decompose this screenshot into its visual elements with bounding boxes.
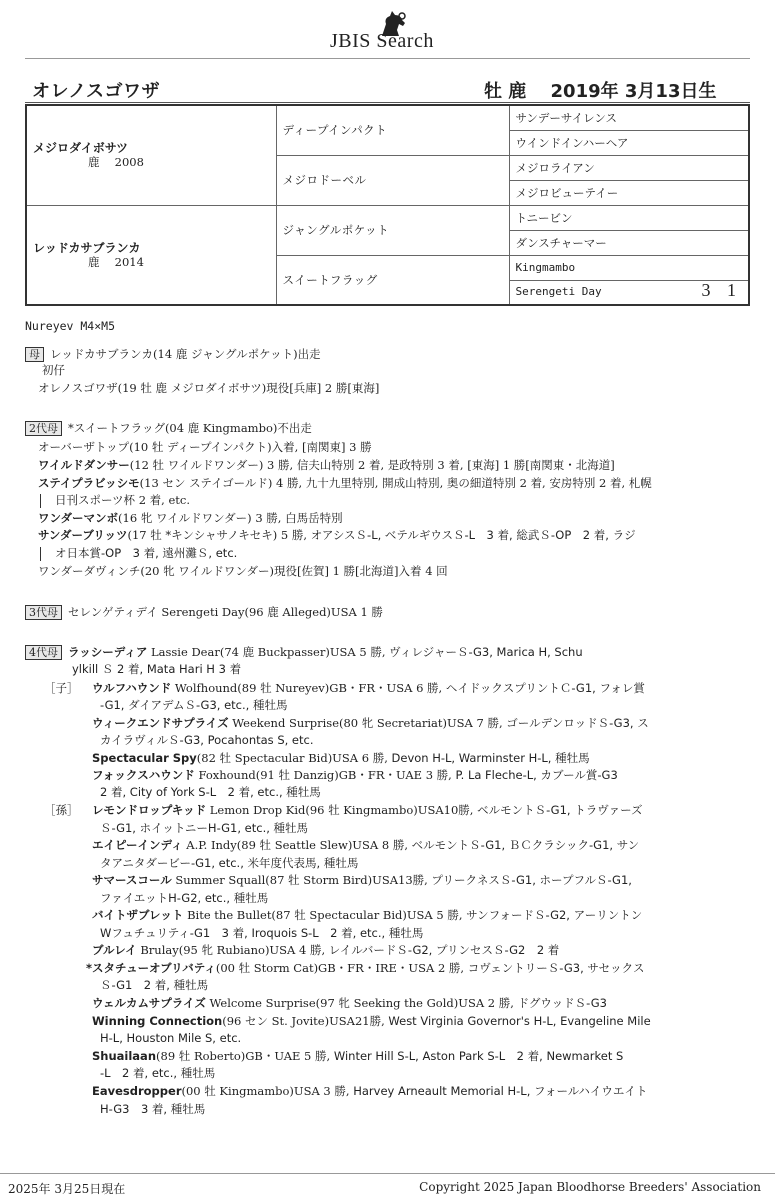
ssd-cell[interactable]: ウインドインハーヘア	[509, 130, 749, 155]
dam-offspring: オレノスゴワザ(19 牡 鹿 メジロダイボサツ)現役[兵庫] 2 勝[東海]	[38, 381, 380, 395]
descendant-cont: -L 2 着, etc., 種牡馬	[100, 1066, 216, 1080]
descendant-cont: H-G3 3 着, 種牡馬	[100, 1102, 206, 1116]
descendant-cont: Ｓ-G1 2 着, 種牡馬	[100, 978, 209, 992]
sire-detail: 鹿 2008	[88, 155, 144, 170]
grandchild-tag: ［孫］	[44, 803, 79, 817]
descendant-item: ウェルカムサプライズ Welcome Surprise(97 牝 Seeking the Gold)USA 2 勝, ドグウッドＳ-G3	[92, 996, 607, 1010]
sds-cell[interactable]: メジロライアン	[509, 155, 749, 180]
inbreeding: Nureyev M4×M5	[25, 319, 116, 333]
sire-dam-cell[interactable]: メジロドーベル	[276, 155, 509, 205]
descendant-item: ブルレイ Brulay(95 牝 Rubiano)USA 4 勝, レイルバードＳ-G2, プリンセスＳ-G2 2 着	[92, 943, 560, 957]
descendant-cont: カイラヴィルＳ-G3, Pocahontas S, etc.	[100, 733, 314, 747]
gen4-tag: 4代母	[25, 645, 62, 660]
gen2-item: ワンダーダヴィンチ(20 牝 ワイルドワンダー)現役[佐賀] 1 勝[北海道]入着 4 回	[38, 564, 448, 578]
gen2-tag: 2代母	[25, 421, 62, 436]
descendant-item: バイトザブレット Bite the Bullet(87 牡 Spectacular Bid)USA 5 勝, サンフォードＳ-G2, アーリントン	[92, 908, 643, 922]
sss-cell[interactable]: サンデーサイレンス	[509, 105, 749, 130]
gen2-item-cont: オ日本賞-OP 3 着, 遠州灘Ｓ, etc.	[38, 545, 237, 561]
gen2-item-cont: 日刊スポーツ杯 2 着, etc.	[38, 492, 190, 508]
pedigree-table	[25, 104, 750, 306]
descendant-item: Shuailaan(89 牡 Roberto)GB・UAE 5 勝, Winter Hill S-L, Aston Park S-L 2 着, Newmarket S	[92, 1049, 624, 1063]
gen2-item: サンダーブリッツ(17 牡 *キンシャサノキセキ) 5 勝, オアシスＳ-L, ベテルギウスＳ-L 3 着, 総武Ｓ-OP 2 着, ラジ	[38, 528, 636, 542]
dsd-cell[interactable]: ダンスチャーマー	[509, 230, 749, 255]
descendant-item: Eavesdropper(00 牡 Kingmambo)USA 3 勝, Harvey Arneault Memorial H-L, フォールハイウエイト	[92, 1084, 648, 1098]
sire-name[interactable]: メジロダイボサツ	[33, 141, 129, 156]
descendant-item: Spectacular Spy(82 牡 Spectacular Bid)USA 6 勝, Devon H-L, Warminster H-L, 種牡馬	[92, 751, 590, 765]
descendant-item: Winning Connection(96 セン St. Jovite)USA21勝, West Virginia Governor's H-L, Evangeline Mile	[92, 1014, 651, 1028]
descendant-cont: タアニタダービー-G1, etc., 米年度代表馬, 種牡馬	[100, 856, 359, 870]
gen2-line: 2代母 *スイートフラッグ(04 鹿 Kingmambo)不出走	[25, 420, 312, 436]
gen2-item: オーバーザトップ(10 牡 ディープインパクト)入着, [南関東] 3 勝	[38, 440, 372, 454]
gen4-cont: ylkill Ｓ 2 着, Mata Hari H 3 着	[72, 662, 242, 676]
dam-tag: 母	[25, 347, 44, 362]
footer-date: 2025年 3月25日現在	[8, 1182, 126, 1196]
dam-name[interactable]: レッドカサブランカ	[33, 240, 141, 255]
gen2-item: ステイプラビッシモ(13 セン ステイゴールド) 4 勝, 九十九里特別, 開成山特別, 奥の細道特別 2 着, 安房特別 2 着, 札幌	[38, 476, 652, 490]
header-divider	[25, 58, 750, 59]
pedigree-dam-cell[interactable]	[26, 205, 276, 305]
dss-cell[interactable]: トニービン	[509, 205, 749, 230]
descendant-item: レモンドロップキッド Lemon Drop Kid(96 牡 Kingmambo)USA10勝, ベルモントＳ-G1, トラヴァーズ	[92, 803, 643, 817]
descendant-item: ウルフハウンド Wolfhound(89 牡 Nureyev)GB・FR・USA 6 勝, ヘイドックスプリントＣ-G1, フォレ賞	[92, 681, 645, 695]
descendant-item: エイピーインディ A.P. Indy(89 牡 Seattle Slew)USA 8 勝, ベルモントＳ-G1, ＢＣクラシック-G1, サン	[92, 838, 640, 852]
ddd-name[interactable]: Serengeti Day	[515, 285, 602, 299]
dam-sire-cell[interactable]: ジャングルポケット	[276, 205, 509, 255]
dam-detail: 鹿 2014	[88, 254, 144, 269]
descendant-cont: 2 着, City of York S-L 2 着, etc., 種牡馬	[100, 785, 321, 799]
logo-text: JBIS Search	[330, 30, 434, 52]
sire-sire-cell[interactable]: ディープインパクト	[276, 105, 509, 155]
gen2-item: ワンダーマンボ(16 牝 ワイルドワンダー) 3 勝, 白馬岳特別	[38, 511, 343, 525]
ddd-cell[interactable]	[509, 280, 749, 305]
dam-line: 母 レッドカサブランカ(14 鹿 ジャングルポケット)出走	[25, 346, 321, 362]
dam-dam-cell[interactable]: スイートフラッグ	[276, 255, 509, 305]
gen3-line: 3代母 セレンゲティデイ Serengeti Day(96 鹿 Alleged)USA 1 勝	[25, 604, 383, 620]
horse-name: オレノスゴワザ	[32, 81, 161, 102]
descendant-item: *スタチューオブリバティ(00 牡 Storm Cat)GB・FR・IRE・USA 2 勝, コヴェントリーＳ-G3, サセックス	[86, 961, 645, 975]
descendant-cont: -G1, ダイアデムＳ-G3, etc., 種牡馬	[100, 698, 288, 712]
footer-copyright: Copyright 2025 Japan Bloodhorse Breeders' Association	[419, 1180, 761, 1194]
pedigree-sire-cell[interactable]	[26, 105, 276, 205]
title-divider	[25, 102, 750, 103]
footer-divider	[0, 1173, 775, 1174]
dam-first-foal: 初仔	[42, 363, 65, 377]
sdd-cell[interactable]: メジロビューテイー	[509, 180, 749, 205]
gen4-line: 4代母 ラッシーディア Lassie Dear(74 鹿 Buckpasser)USA 5 勝, ヴィレジャーＳ-G3, Marica H, Schu	[25, 644, 583, 660]
horse-info: 牡 鹿 2019年 3月13日生	[484, 81, 717, 102]
gen2-item: ワイルドダンサー(12 牡 ワイルドワンダー) 3 勝, 信夫山特別 2 着, 是政特別 3 着, [東海] 1 勝[南関東・北海道]	[38, 458, 615, 472]
dds-cell[interactable]: Kingmambo	[509, 255, 749, 280]
descendant-item: フォックスハウンド Foxhound(91 牡 Danzig)GB・FR・UAE 3 勝, P. La Fleche-L, カブール賞-G3	[92, 768, 618, 782]
jbis-logo	[330, 8, 460, 54]
descendant-item: サマースコール Summer Squall(87 牡 Storm Bird)USA13勝, プリークネスＳ-G1, ホープフルＳ-G1,	[92, 873, 632, 887]
descendant-cont: H-L, Houston Mile S, etc.	[100, 1031, 242, 1045]
descendant-cont: Wフュチュリティ-G1 3 着, Iroquois S-L 2 着, etc., 種牡馬	[100, 926, 424, 940]
descendant-item: ウィークエンドサプライズ Weekend Surprise(80 牝 Secretariat)USA 7 勝, ゴールデンロッドＳ-G3, ス	[92, 716, 649, 730]
gen3-tag: 3代母	[25, 605, 62, 620]
descendant-cont: Ｓ-G1, ホイットニーH-G1, etc., 種牡馬	[100, 821, 309, 835]
family-number: 3 1	[701, 280, 742, 301]
child-tag: ［子］	[44, 681, 79, 695]
descendant-cont: ファイエットH-G2, etc., 種牡馬	[100, 891, 269, 905]
